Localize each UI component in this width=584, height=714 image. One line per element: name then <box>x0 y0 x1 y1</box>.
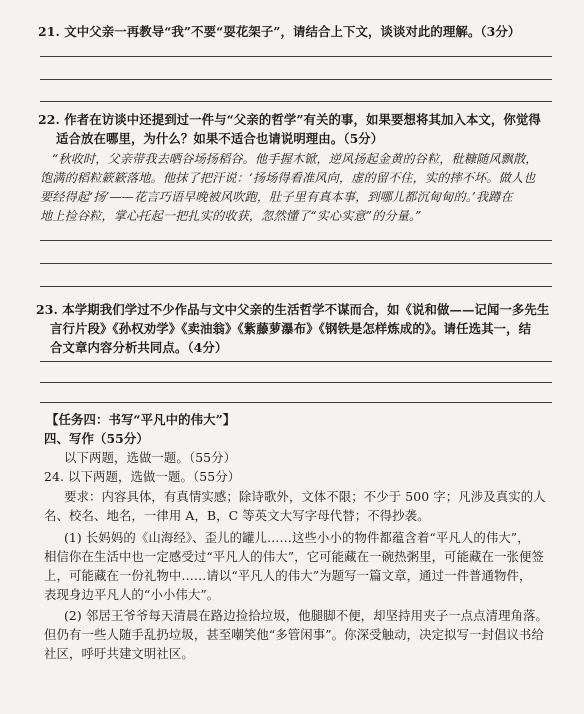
answer-line <box>40 56 552 57</box>
requirements-line-1: 要求：内容具体，有真情实感；除诗歌外，文体不限；不少于 500 字；凡涉及真实的人 <box>64 489 546 504</box>
question-24-heading: 24. 以下两题，选做一题。（55分） <box>44 469 241 484</box>
quote-line-1: “秋收时，父亲带我去晒谷场扬稻谷。他手握木锨，逆风扬起金黄的谷粒，秕糠随风飘散， <box>52 152 538 166</box>
option-1-line-3: 上，可能藏在一份礼物中……请以“平凡人的伟大”为题写一篇文章，通过一件普通物件， <box>44 568 532 583</box>
question-23-line-2: 言行片段》《孙权劝学》《卖油翁》《紫藤萝瀑布》《钢铁是怎样炼成的》。请任选其一，结 <box>50 321 532 336</box>
quote-line-4: 地上捡谷粒，掌心托起一把扎实的收获，忽然懂了“实心实意”的分量。” <box>40 209 422 223</box>
answer-line <box>40 79 552 80</box>
task-4-title: 【任务四：书写“平凡中的伟大”】 <box>46 412 236 427</box>
question-23-line-3: 合文章内容分析共同点。（4分） <box>50 340 228 355</box>
option-1-line-2: 相信你在生活中也一定感受过“平凡人的伟大”，它可能藏在一碗热粥里，可能藏在一张便签 <box>44 549 545 564</box>
quote-line-2: 饱满的稻粒簌簌落地。他抹了把汗说：‘扬场得看准风向，虚的留不住，实的摔不坏。做人也 <box>40 171 536 185</box>
answer-line <box>40 402 552 403</box>
question-21: 21. 文中父亲一再教导“我”不要“耍花架子”，请结合上下文，谈谈对此的理解。（3分） <box>38 24 521 39</box>
writing-instruction: 以下两题，选做一题。（55分） <box>64 450 237 465</box>
option-2-line-1: (2) 邻居王爷爷每天清晨在路边捡拾垃圾，他腿脚不便，却坚持用夹子一点点清理角落。 <box>64 608 549 623</box>
question-22-line-2: 适合放在哪里，为什么？如果不适合也请说明理由。（5分） <box>56 131 384 146</box>
answer-line <box>40 361 552 362</box>
answer-line <box>40 382 552 383</box>
question-23-line-1: 23. 本学期我们学过不少作品与文中父亲的生活哲学不谋而合，如《说和做——记闻一多先生 <box>36 302 550 317</box>
writing-section-heading: 四、写作（55分） <box>44 431 149 446</box>
answer-line <box>40 240 552 241</box>
question-22-line-1: 22. 作者在访谈中还提到过一件与“父亲的哲学”有关的事，如果要想将其加入本文，你觉得 <box>38 112 541 127</box>
option-2-line-2: 但仍有一些人随手乱扔垃圾，甚至嘲笑他“多管闲事”。你深受触动，决定拟写一封倡议书给 <box>44 627 545 642</box>
answer-line <box>40 101 552 102</box>
quote-line-3: 要经得起‘扬’——花言巧语早晚被风吹跑，肚子里有真本事，到哪儿都沉甸甸的。’我蹲在 <box>40 190 513 204</box>
answer-line <box>40 286 552 287</box>
requirements-line-2: 名、校名、地名，一律用 A，B，C 等英文大写字母代替；不得抄袭。 <box>44 508 430 523</box>
option-1-line-4: 表现身边平凡人的“小小伟大”。 <box>44 587 220 602</box>
option-1-line-1: (1) 长妈妈的《山海经》、歪儿的罐儿……这些小小的物件都蕴含着“平凡人的伟大”， <box>64 530 530 545</box>
answer-line <box>40 263 552 264</box>
option-2-line-3: 社区，呼吁共建文明社区。 <box>44 646 194 661</box>
